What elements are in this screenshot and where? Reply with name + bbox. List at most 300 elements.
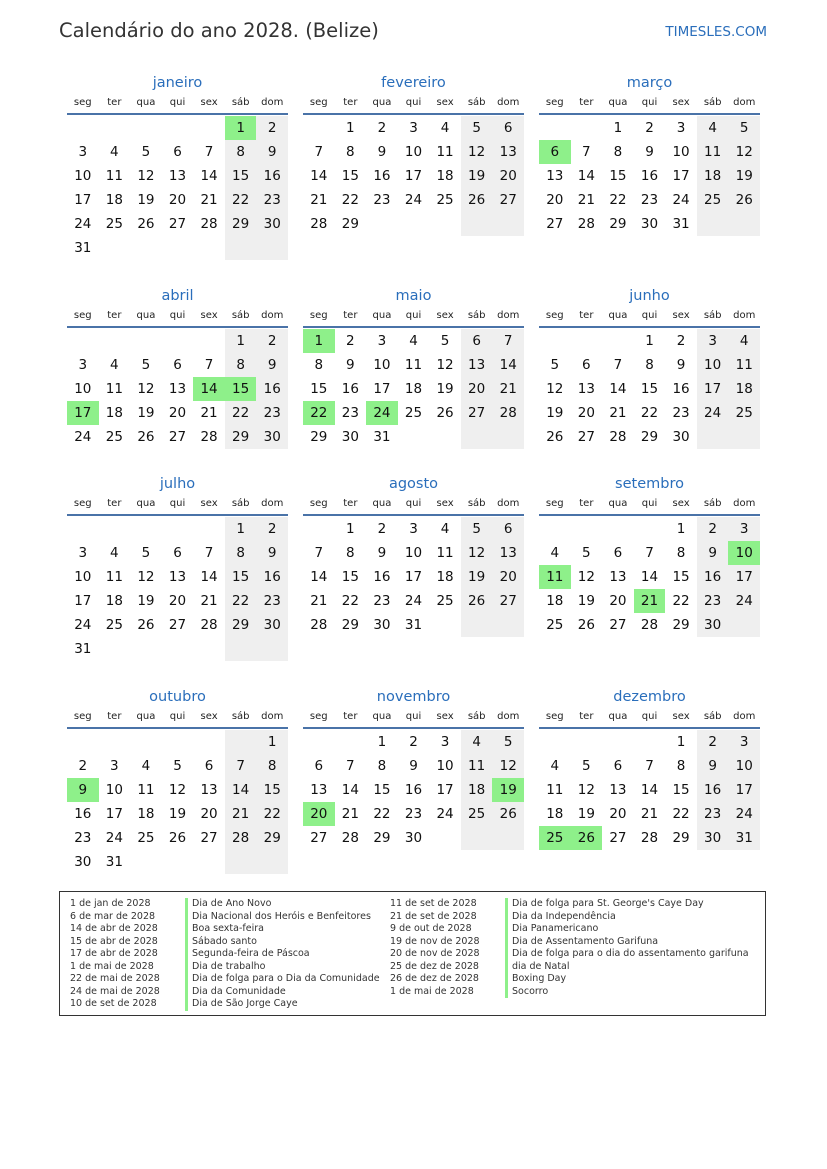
day-cell: 28: [492, 401, 524, 425]
day-cell: 8: [645, 357, 654, 373]
month-name: fevereiro: [381, 75, 446, 91]
day-grid: [539, 116, 760, 236]
empty-cell: [728, 613, 760, 637]
weekday-label: seg: [73, 310, 92, 321]
day-cell: 12: [728, 140, 760, 164]
empty-cell: [335, 730, 367, 754]
day-cell: 18: [436, 168, 454, 184]
day-cell: 25: [105, 216, 123, 232]
holiday-marker: [505, 923, 508, 936]
empty-cell: [193, 730, 225, 754]
day-cell: 12: [436, 357, 454, 373]
day-cell: 10: [373, 357, 391, 373]
day-cell: 21: [310, 593, 328, 609]
day-cell: 25: [546, 617, 564, 633]
legend-item: [390, 973, 749, 986]
day-cell: 14: [310, 168, 328, 184]
day-cell: 3: [440, 734, 450, 750]
empty-cell: [99, 329, 131, 353]
day-cell: 11: [461, 754, 493, 778]
weekday-label: sáb: [467, 711, 486, 722]
day-cell: 24: [672, 192, 690, 208]
day-cell: 23: [74, 830, 92, 846]
day-cell: 26: [137, 617, 155, 633]
month-9: [67, 687, 288, 874]
empty-cell: [461, 212, 493, 236]
empty-cell: [193, 236, 225, 260]
day-cell: 18: [728, 377, 760, 401]
day-cell: 15: [373, 782, 391, 798]
day-grid: [303, 116, 524, 236]
day-cell: 5: [582, 545, 591, 561]
day-cell: 16: [697, 778, 729, 802]
day-cell: 12: [137, 381, 155, 397]
day-cell: 19: [168, 806, 187, 822]
day-cell: 1: [225, 116, 257, 140]
day-cell: 26: [436, 405, 454, 421]
empty-cell: [634, 517, 666, 541]
day-cell: 15: [256, 778, 288, 802]
day-cell: 16: [697, 565, 729, 589]
day-cell: 1: [303, 329, 335, 353]
day-cell: 27: [546, 216, 564, 232]
empty-cell: [429, 826, 461, 850]
legend-date: 26 de dez de 2028: [390, 973, 479, 984]
day-cell: 2: [409, 734, 418, 750]
legend-item: [390, 923, 749, 936]
legend-date: 15 de abr de 2028: [70, 935, 158, 947]
legend-date: 17 de abr de 2028: [70, 948, 158, 959]
legend-name: Boxing Day: [512, 973, 567, 984]
weekday-label: ter: [107, 711, 122, 722]
day-cell: 28: [577, 216, 595, 232]
day-cell: 1: [225, 517, 257, 541]
day-cell: 5: [728, 116, 760, 140]
day-cell: 27: [200, 830, 218, 846]
weekday-header: [303, 709, 524, 724]
month-6: [67, 474, 288, 661]
day-cell: 24: [74, 617, 92, 633]
day-cell: 2: [377, 120, 387, 136]
legend-name: Dia de folga para St. George's Caye Day: [512, 898, 704, 909]
day-cell: 7: [645, 758, 654, 774]
legend-item: [70, 998, 380, 1011]
day-cell: 27: [168, 617, 187, 633]
day-cell: 28: [200, 216, 218, 232]
day-cell: 10: [105, 782, 123, 798]
day-cell: 26: [577, 617, 595, 633]
day-cell: 11: [105, 381, 123, 397]
header-rule: [67, 514, 288, 516]
day-cell: 22: [303, 401, 335, 425]
day-cell: 5: [550, 357, 560, 373]
weekday-label: sáb: [703, 310, 722, 321]
header-rule: [303, 727, 524, 729]
day-cell: 4: [550, 758, 560, 774]
day-cell: 4: [141, 758, 151, 774]
day-grid: [303, 517, 524, 637]
page-title: Calendário do ano 2028. (Belize): [59, 19, 379, 42]
day-cell: 14: [492, 353, 524, 377]
day-cell: 5: [492, 730, 524, 754]
empty-cell: [256, 850, 288, 874]
day-cell: 28: [640, 617, 659, 633]
legend-name: Socorro: [512, 985, 549, 997]
day-cell: 21: [609, 405, 627, 421]
empty-cell: [67, 329, 99, 353]
weekday-label: qua: [372, 97, 392, 108]
weekday-label: seg: [73, 97, 92, 108]
weekday-label: ter: [579, 711, 594, 722]
legend-item: [390, 948, 749, 961]
day-cell: 20: [200, 806, 218, 822]
day-cell: 12: [137, 569, 155, 585]
day-cell: 24: [728, 802, 760, 826]
day-cell: 21: [200, 405, 218, 421]
day-cell: 22: [373, 806, 391, 822]
day-cell: 9: [409, 758, 418, 774]
day-cell: 2: [78, 758, 88, 774]
day-cell: 23: [373, 192, 391, 208]
month-name: março: [626, 75, 673, 91]
day-cell: 3: [697, 329, 729, 353]
legend-date: 1 de jan de 2028: [70, 898, 151, 909]
day-cell: 30: [74, 854, 92, 870]
weekday-label: sex: [436, 498, 454, 509]
weekday-label: qua: [136, 711, 156, 722]
legend-name: Dia Nacional dos Heróis e Benfeitores: [192, 910, 371, 922]
day-cell: 14: [341, 782, 359, 798]
day-cell: 11: [105, 168, 123, 184]
empty-cell: [728, 425, 760, 449]
legend-name: Dia de folga para o Dia da Comunidade: [192, 973, 380, 984]
day-cell: 7: [582, 144, 591, 160]
weekday-label: dom: [261, 711, 284, 722]
day-cell: 28: [310, 216, 328, 232]
empty-cell: [539, 517, 571, 541]
weekday-label: qua: [608, 310, 628, 321]
weekday-label: sex: [672, 310, 690, 321]
legend-date: 19 de nov de 2028: [390, 935, 480, 947]
empty-cell: [162, 850, 194, 874]
day-cell: 21: [492, 377, 524, 401]
weekday-label: sáb: [703, 711, 722, 722]
day-cell: 1: [676, 521, 686, 537]
day-cell: 3: [78, 357, 88, 373]
holiday-marker: [505, 936, 508, 949]
day-cell: 14: [200, 168, 218, 184]
day-cell: 1: [613, 120, 623, 136]
day-cell: 24: [105, 830, 123, 846]
weekday-header: [303, 496, 524, 511]
day-cell: 18: [105, 405, 123, 421]
header-rule: [67, 113, 288, 115]
empty-cell: [193, 637, 225, 661]
day-cell: 7: [204, 144, 214, 160]
weekday-label: sex: [200, 711, 218, 722]
empty-cell: [67, 730, 99, 754]
day-cell: 17: [697, 377, 729, 401]
empty-cell: [539, 329, 571, 353]
day-cell: 3: [78, 144, 88, 160]
day-cell: 7: [225, 754, 257, 778]
legend-name: dia de Natal: [512, 960, 570, 972]
day-cell: 23: [404, 806, 423, 822]
day-cell: 10: [404, 545, 423, 561]
legend-date: 25 de dez de 2028: [390, 960, 479, 972]
day-cell: 16: [373, 569, 391, 585]
day-cell: 20: [609, 593, 627, 609]
day-cell: 17: [436, 782, 454, 798]
day-cell: 27: [168, 429, 187, 445]
day-cell: 3: [676, 120, 686, 136]
header-rule: [539, 113, 760, 115]
day-cell: 15: [341, 168, 359, 184]
day-cell: 19: [577, 806, 595, 822]
day-cell: 2: [256, 116, 288, 140]
day-cell: 4: [110, 144, 119, 160]
day-cell: 6: [314, 758, 324, 774]
site-link[interactable]: TIMESLES.COM: [665, 24, 767, 40]
empty-cell: [697, 212, 729, 236]
weekday-label: ter: [343, 711, 358, 722]
day-cell: 22: [225, 188, 257, 212]
day-cell: 2: [256, 517, 288, 541]
day-cell: 11: [546, 782, 564, 798]
legend-name: Dia Panamericano: [512, 923, 599, 934]
weekday-label: sex: [672, 97, 690, 108]
header-rule: [303, 113, 524, 115]
day-cell: 13: [461, 353, 493, 377]
day-cell: 9: [256, 353, 288, 377]
empty-cell: [429, 613, 461, 637]
day-grid: [539, 730, 760, 850]
empty-cell: [492, 425, 524, 449]
empty-cell: [429, 425, 461, 449]
day-cell: 15: [225, 565, 257, 589]
day-cell: 8: [346, 144, 355, 160]
legend-date: 1 de mai de 2028: [70, 960, 154, 972]
day-cell: 9: [256, 541, 288, 565]
empty-cell: [256, 637, 288, 661]
day-cell: 28: [225, 826, 257, 850]
day-cell: 29: [256, 826, 288, 850]
weekday-label: ter: [107, 498, 122, 509]
day-cell: 4: [440, 120, 450, 136]
day-cell: 28: [640, 830, 659, 846]
weekday-header: [303, 308, 524, 323]
day-cell: 7: [314, 144, 324, 160]
day-cell: 1: [346, 120, 355, 136]
day-cell: 7: [204, 357, 214, 373]
weekday-label: qui: [641, 310, 658, 321]
weekday-label: sáb: [703, 97, 722, 108]
day-cell: 12: [137, 168, 155, 184]
day-grid: [539, 517, 760, 637]
empty-cell: [130, 850, 162, 874]
holiday-marker: [185, 948, 188, 961]
day-cell: 26: [546, 429, 564, 445]
weekday-header: [67, 95, 288, 110]
weekday-label: ter: [343, 498, 358, 509]
day-cell: 5: [461, 517, 493, 541]
day-cell: 23: [256, 401, 288, 425]
day-cell: 18: [404, 381, 423, 397]
weekday-label: qua: [372, 711, 392, 722]
day-cell: 6: [492, 517, 524, 541]
month-8: [539, 474, 760, 637]
empty-cell: [697, 425, 729, 449]
day-cell: 10: [728, 541, 760, 565]
day-cell: 25: [404, 405, 423, 421]
day-cell: 20: [609, 806, 627, 822]
day-cell: 5: [141, 144, 151, 160]
day-cell: 29: [310, 429, 328, 445]
day-cell: 6: [173, 545, 182, 561]
weekday-label: sex: [672, 498, 690, 509]
day-cell: 5: [461, 116, 493, 140]
legend-date: 6 de mar de 2028: [70, 910, 156, 922]
empty-cell: [461, 826, 493, 850]
month-3: [67, 286, 288, 449]
day-cell: 18: [137, 806, 155, 822]
weekday-header: [539, 95, 760, 110]
empty-cell: [99, 637, 131, 661]
day-cell: 14: [193, 377, 225, 401]
empty-cell: [571, 116, 603, 140]
weekday-label: sex: [672, 711, 690, 722]
day-cell: 20: [168, 593, 187, 609]
day-cell: 21: [640, 806, 659, 822]
day-cell: 31: [74, 641, 92, 657]
day-cell: 3: [78, 545, 88, 561]
legend-item: [70, 961, 380, 974]
empty-cell: [461, 613, 493, 637]
weekday-label: qui: [169, 97, 186, 108]
weekday-label: dom: [497, 310, 520, 321]
empty-cell: [303, 116, 335, 140]
day-cell: 20: [461, 377, 493, 401]
day-cell: 15: [672, 569, 690, 585]
day-cell: 23: [341, 405, 359, 421]
day-cell: 26: [168, 830, 187, 846]
day-cell: 15: [640, 381, 659, 397]
empty-cell: [571, 730, 603, 754]
day-cell: 8: [225, 140, 257, 164]
legend-name: Dia de trabalho: [192, 960, 266, 972]
legend-item: [390, 898, 749, 911]
month-name: janeiro: [152, 75, 203, 91]
day-cell: 16: [373, 168, 391, 184]
day-cell: 13: [168, 168, 187, 184]
weekday-label: qua: [136, 97, 156, 108]
empty-cell: [602, 517, 634, 541]
day-cell: 24: [404, 192, 423, 208]
day-cell: 6: [613, 758, 623, 774]
day-cell: 21: [225, 802, 257, 826]
day-cell: 17: [74, 593, 92, 609]
day-cell: 5: [173, 758, 182, 774]
empty-cell: [67, 517, 99, 541]
day-cell: 8: [314, 357, 324, 373]
day-cell: 13: [609, 569, 627, 585]
weekday-label: sex: [200, 498, 218, 509]
day-cell: 10: [404, 144, 423, 160]
day-cell: 13: [492, 541, 524, 565]
day-cell: 14: [640, 569, 659, 585]
day-cell: 22: [640, 405, 659, 421]
day-cell: 30: [640, 216, 659, 232]
empty-cell: [539, 730, 571, 754]
empty-cell: [256, 236, 288, 260]
day-cell: 15: [225, 164, 257, 188]
day-cell: 22: [256, 802, 288, 826]
day-cell: 10: [672, 144, 690, 160]
empty-cell: [162, 517, 194, 541]
legend-name: Dia da Independência: [512, 910, 616, 922]
day-cell: 12: [577, 569, 595, 585]
day-cell: 13: [577, 381, 595, 397]
weekday-label: ter: [343, 97, 358, 108]
month-name: setembro: [615, 476, 684, 492]
day-grid: [67, 116, 288, 260]
empty-cell: [492, 826, 524, 850]
header-rule: [539, 514, 760, 516]
day-cell: 6: [173, 144, 182, 160]
weekday-label: dom: [733, 498, 756, 509]
day-cell: 4: [461, 730, 493, 754]
day-cell: 16: [404, 782, 423, 798]
day-cell: 18: [436, 569, 454, 585]
day-cell: 17: [728, 778, 760, 802]
day-cell: 6: [461, 329, 493, 353]
day-cell: 27: [310, 830, 328, 846]
legend-item: [70, 986, 380, 999]
day-cell: 18: [546, 806, 564, 822]
empty-cell: [225, 637, 257, 661]
empty-cell: [130, 116, 162, 140]
day-cell: 21: [577, 192, 595, 208]
weekday-label: dom: [497, 97, 520, 108]
legend-item: [70, 973, 380, 986]
month-name: agosto: [388, 476, 439, 492]
day-cell: 30: [697, 613, 729, 637]
day-cell: 26: [728, 188, 760, 212]
weekday-label: qui: [641, 97, 658, 108]
day-cell: 22: [341, 593, 359, 609]
day-cell: 9: [697, 754, 729, 778]
day-cell: 10: [74, 569, 92, 585]
month-0: [67, 73, 288, 260]
day-cell: 19: [461, 164, 493, 188]
day-cell: 4: [550, 545, 560, 561]
weekday-label: sáb: [467, 310, 486, 321]
day-cell: 29: [341, 216, 359, 232]
legend-item: [390, 961, 749, 974]
legend-item: [390, 936, 749, 949]
month-name: junho: [629, 288, 670, 304]
day-cell: 1: [676, 734, 686, 750]
day-cell: 19: [137, 593, 155, 609]
weekday-label: qui: [405, 310, 422, 321]
empty-cell: [602, 329, 634, 353]
day-grid: [303, 730, 524, 850]
holiday-marker: [185, 973, 188, 986]
legend-name: Segunda-feira de Páscoa: [192, 948, 310, 959]
weekday-label: dom: [497, 711, 520, 722]
legend-date: 11 de set de 2028: [390, 898, 477, 909]
day-cell: 9: [697, 541, 729, 565]
